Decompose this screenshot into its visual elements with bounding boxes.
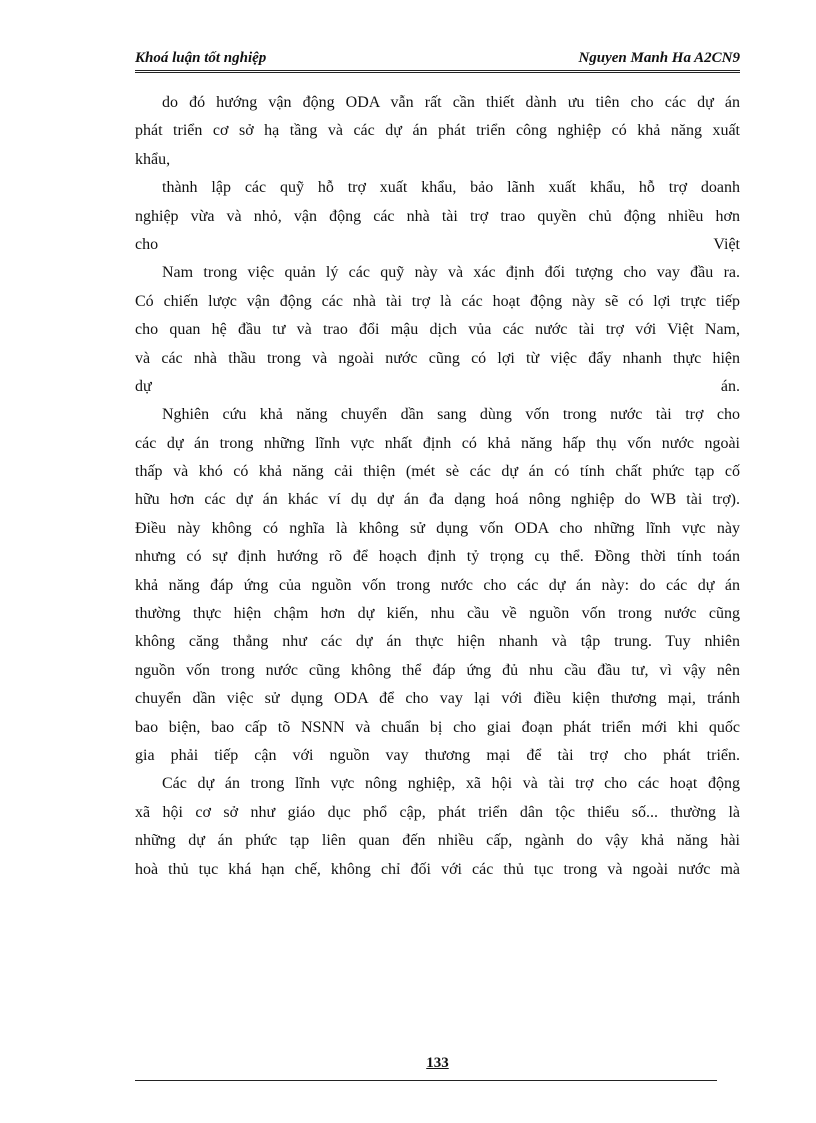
text-line: và các nhà thầu trong và ngoài nước cũng có lợi từ việc đẩy nhanh thực hiện <box>135 349 740 367</box>
text-line: Có chiến lược vận động các nhà tài trợ là các hoạt động này sẽ có lợi trực tiếp <box>135 292 740 310</box>
text-line: gia phải tiếp cận với nguồn vay thương mại để tài trợ cho phát triển. <box>135 746 740 764</box>
text-line: khả năng đáp ứng của nguồn vốn trong nước cho các dự án này: do các dự án <box>135 576 740 594</box>
text-line: thấp và khó có khả năng cải thiện (mét sè các dự án có tính chất phức tạp cố <box>135 463 740 481</box>
text-line: cho quan hệ đầu tư và trao đổi mậu dịch vủa các nước tài trợ với Việt Nam, <box>135 321 740 339</box>
text-line: nguồn vốn trong nước cũng không thể đáp ứng đủ nhu cầu đầu tư, vì vậy nên <box>135 661 740 679</box>
page-header <box>135 50 740 73</box>
page-number: 133 <box>426 1055 449 1071</box>
header-thesis-title: Khoá luận tốt nghiệp <box>135 50 267 66</box>
text-fragment: án. <box>720 377 740 395</box>
text-fragment: dự <box>135 377 152 395</box>
text-line: chuyển dần việc sử dụng ODA để cho vay lại với điều kiện thương mại, tránh <box>135 690 740 708</box>
text-fragment: Việt <box>713 235 740 253</box>
text-line: hữu hơn các dự án khác ví dụ dự án đa dạng hoá nông nghiệp do WB tài trợ). <box>135 491 740 509</box>
text-line: những dự án phức tạp liên quan đến nhiều cấp, ngành do vậy khả năng hài <box>135 832 740 850</box>
text-line: Điều này không có nghĩa là không sử dụng vốn ODA cho những lĩnh vực này <box>135 519 740 537</box>
header-author: Nguyen Manh Ha A2CN9 <box>578 50 740 66</box>
text-line: phát triển cơ sở hạ tầng và các dự án phát triển công nghiệp có khả năng xuất <box>135 122 740 140</box>
text-line: nghiệp vừa và nhỏ, vận động các nhà tài trợ trao quyền chủ động nhiều hơn <box>135 207 740 225</box>
text-line: không căng thẳng như các dự án thực hiện nhanh và tập trung. Tuy nhiên <box>135 633 740 651</box>
text-line: hoà thủ tục khá hạn chế, không chỉ đối với các thủ tục trong và ngoài nước mà <box>135 860 740 878</box>
text-line: xã hội cơ sở như giáo dục phổ cập, phát triển dân tộc thiểu số... thường là <box>135 803 740 821</box>
text-line: bao biện, bao cấp tõ NSNN và chuẩn bị cho giai đoạn phát triển mới khi quốc <box>135 718 740 736</box>
text-line: khẩu, <box>135 150 171 168</box>
body-text <box>135 89 740 884</box>
text-line: Nghiên cứu khả năng chuyển dần sang dùng vốn trong nước tài trợ cho <box>162 406 740 424</box>
text-line: thành lập các quỹ hỗ trợ xuất khẩu, bảo lãnh xuất khẩu, hỗ trợ doanh <box>162 179 740 197</box>
text-line: thường thực hiện chậm hơn dự kiến, nhu cầu về nguồn vốn trong nước cũng <box>135 605 740 623</box>
text-line: nhưng có sự định hướng rõ để hoạch định tỷ trọng cụ thể. Đồng thời tính toán <box>135 548 740 566</box>
text-line: Nam trong việc quản lý các quỹ này và xác định đối tượng cho vay đầu ra. <box>162 264 740 282</box>
text-line-split <box>135 231 740 259</box>
text-line-split <box>135 373 740 401</box>
text-line: Các dự án trong lĩnh vực nông nghiệp, xã hội và tài trợ cho các hoạt động <box>162 775 740 793</box>
text-line: do đó hướng vận động ODA vẫn rất cần thiết dành ưu tiên cho các dự án <box>162 94 740 111</box>
text-fragment: cho <box>135 235 159 253</box>
text-line: các dự án trong những lĩnh vực nhất định có khả năng hấp thụ vốn nước ngoài <box>135 434 740 452</box>
footer-rule <box>135 1080 717 1081</box>
